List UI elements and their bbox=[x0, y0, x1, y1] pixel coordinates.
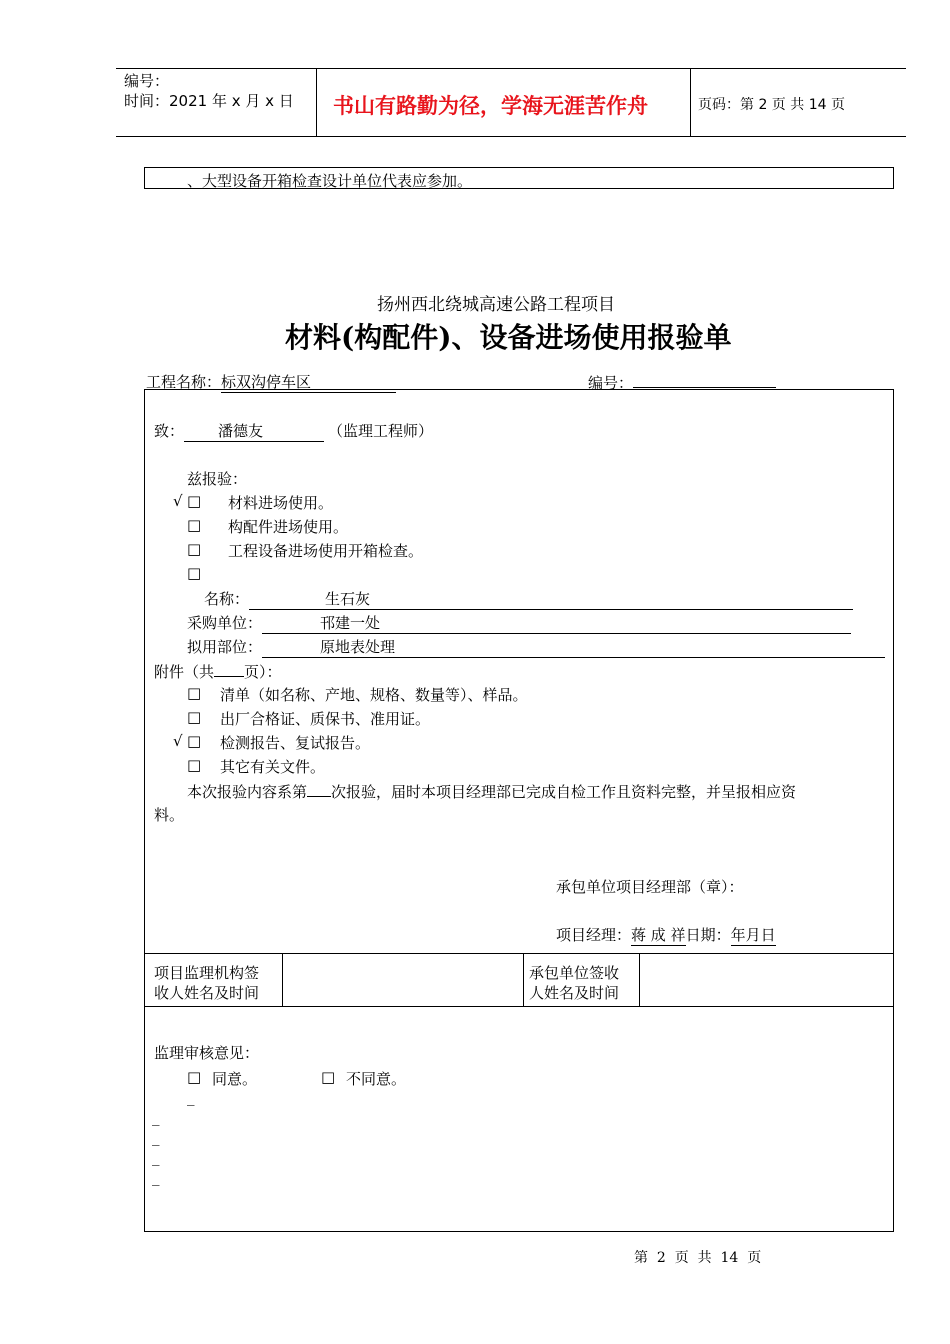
review-label: 监理审核意见： bbox=[154, 1044, 260, 1062]
attach-label-a: 附件（共 bbox=[154, 663, 215, 681]
disagree-text: 不同意。 bbox=[346, 1070, 407, 1088]
sup-sign-label-2: 收人姓名及时间 bbox=[154, 984, 260, 1002]
contractor-label: 承包单位项目经理部（章）： bbox=[556, 878, 744, 896]
sign-divider-2 bbox=[523, 953, 524, 1006]
header-top-line bbox=[116, 68, 906, 69]
attach-mark-3: √ bbox=[173, 732, 183, 750]
location-value bbox=[262, 636, 885, 658]
name-value-text: 生石灰 bbox=[325, 590, 371, 608]
attach-box-2[interactable]: □ bbox=[187, 708, 202, 726]
report-intro: 兹报验： bbox=[187, 470, 248, 488]
to-label: 致： bbox=[154, 422, 185, 440]
name-label: 名称： bbox=[204, 590, 250, 608]
statement-a: 本次报验内容系第 bbox=[187, 783, 308, 801]
checkbox-material[interactable]: □ bbox=[187, 492, 202, 510]
attach-label-b: 页）： bbox=[244, 663, 282, 681]
number-label: 编号： bbox=[588, 374, 634, 392]
check-text-equipment: 工程设备进场使用开箱检查。 bbox=[228, 542, 424, 560]
top-note-text: 、大型设备开箱检查设计单位代表应参加。 bbox=[187, 172, 473, 190]
sign-divider-3 bbox=[639, 953, 640, 1006]
header-code-label: 编号： bbox=[124, 72, 170, 90]
attach-text-4: 其它有关文件。 bbox=[220, 758, 326, 776]
to-value-text: 潘德友 bbox=[218, 422, 264, 440]
location-row bbox=[187, 636, 885, 658]
check-mark-1: √ bbox=[173, 492, 183, 510]
checkbox-other[interactable]: □ bbox=[187, 564, 202, 582]
form-title: 材料(构配件)、设备进场使用报验单 bbox=[285, 321, 732, 354]
location-label: 拟用部位： bbox=[187, 638, 263, 656]
dash-4: _ bbox=[152, 1148, 160, 1166]
name-value bbox=[249, 588, 853, 610]
attach-text-3: 检测报告、复试报告。 bbox=[220, 734, 371, 752]
attach-box-4[interactable]: □ bbox=[187, 756, 202, 774]
manager-label: 项目经理： bbox=[556, 926, 632, 944]
statement-c: 料。 bbox=[154, 806, 185, 824]
attach-box-1[interactable]: □ bbox=[187, 684, 202, 702]
con-sign-label-2: 人姓名及时间 bbox=[529, 984, 620, 1002]
top-note-box bbox=[144, 167, 894, 189]
header-bottom-line bbox=[116, 136, 906, 137]
number-value-line bbox=[633, 371, 776, 388]
manager-row bbox=[556, 924, 776, 946]
to-value bbox=[184, 420, 324, 442]
purchase-row bbox=[187, 612, 851, 634]
check-text-material: 材料进场使用。 bbox=[228, 494, 334, 512]
agree-checkbox[interactable]: □ bbox=[187, 1068, 202, 1086]
header-divider-2 bbox=[690, 68, 691, 136]
dash-3: _ bbox=[152, 1128, 160, 1146]
attach-box-3[interactable]: □ bbox=[187, 732, 202, 750]
con-sign-label-1: 承包单位签收 bbox=[529, 964, 620, 982]
date-value: 年月日 bbox=[730, 926, 776, 944]
header-time-label: 时间：2021 年 x 月 x 日 bbox=[124, 92, 294, 110]
header-motto: 书山有路勤为径，学海无涯苦作舟 bbox=[333, 93, 648, 118]
sign-divider-1 bbox=[282, 953, 283, 1006]
dash-2: _ bbox=[152, 1108, 160, 1126]
attach-text-2: 出厂合格证、质保书、准用证。 bbox=[220, 710, 431, 728]
checkbox-component[interactable]: □ bbox=[187, 516, 202, 534]
project-name-label: 工程名称： bbox=[146, 373, 222, 391]
project-name-text: 标双沟停车区 bbox=[221, 373, 312, 391]
purchase-value bbox=[262, 612, 851, 634]
check-text-component: 构配件进场使用。 bbox=[228, 518, 349, 536]
project-title: 扬州西北绕城高速公路工程项目 bbox=[377, 295, 615, 315]
sup-sign-label-1: 项目监理机构签 bbox=[154, 964, 260, 982]
statement-count-line bbox=[307, 780, 331, 797]
header-divider-1 bbox=[316, 68, 317, 136]
dash-1: _ bbox=[187, 1088, 195, 1106]
to-row bbox=[154, 420, 433, 442]
to-suffix: （监理工程师） bbox=[328, 422, 434, 440]
agree-text: 同意。 bbox=[212, 1070, 258, 1088]
purchase-label: 采购单位： bbox=[187, 614, 263, 632]
sign-row-top-line bbox=[144, 953, 894, 954]
disagree-checkbox[interactable]: □ bbox=[321, 1068, 336, 1086]
header-page-label: 页码：第 2 页 共 14 页 bbox=[698, 97, 845, 113]
checkbox-equipment[interactable]: □ bbox=[187, 540, 202, 558]
statement-b: 次报验，届时本项目经理部已完成自检工作且资料完整，并呈报相应资 bbox=[331, 783, 797, 801]
attach-count-line bbox=[214, 660, 244, 677]
sign-row-bottom-line bbox=[144, 1006, 894, 1007]
attach-row bbox=[154, 660, 282, 682]
location-value-text: 原地表处理 bbox=[320, 638, 396, 656]
attach-text-1: 清单（如名称、产地、规格、数量等）、样品。 bbox=[220, 686, 528, 704]
dash-5: _ bbox=[152, 1168, 160, 1186]
date-label: 日期： bbox=[685, 926, 731, 944]
manager-value: 蒋 成 祥 bbox=[631, 926, 686, 944]
page-footer: 第 2 页 共 14 页 bbox=[634, 1250, 762, 1266]
statement-line-1 bbox=[187, 780, 796, 802]
name-row bbox=[204, 588, 853, 610]
purchase-value-text: 邗建一处 bbox=[320, 614, 381, 632]
